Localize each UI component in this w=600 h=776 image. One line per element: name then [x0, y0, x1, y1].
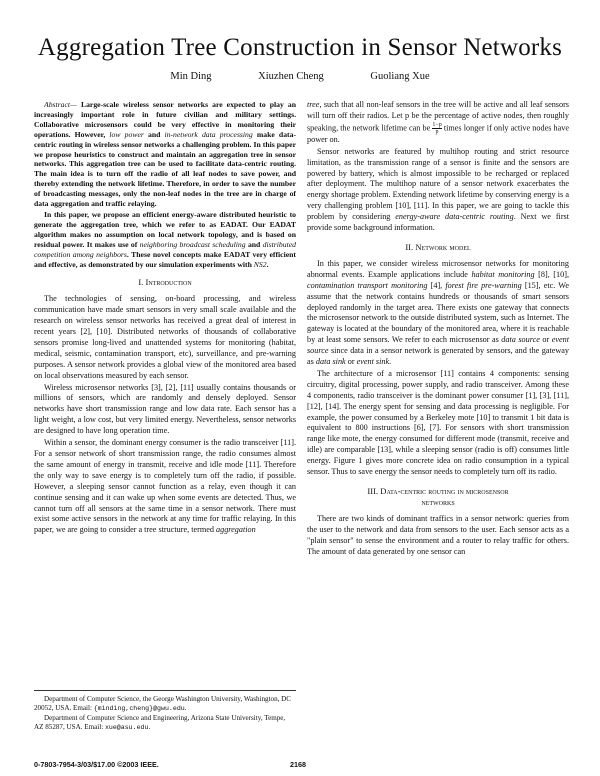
- body-paragraph: Wireless microsensor networks [3], [2], [11] usually contains thousands or millions of sensors, which are randomly and densely deployed. Sensor networks have short transmission range and low data rate. Each sensor has a light weight, a low cost, but very limited energy. Nevertheless, sensor networks are designed to have long operation time.: [34, 382, 296, 436]
- section-heading: I. Introduction: [138, 277, 192, 288]
- body-paragraph: tree, such that all non-leaf sensors in the tree will be active and all leaf sensors will turn off their radios. Let p be the percentage of active nodes, then roughly speaking, the network lifetime can be $\frac{1-p}{p}$ times longer if only active nodes have power on.: [307, 100, 569, 144]
- section-heading: II. Network model: [405, 241, 471, 252]
- footnote: [34, 690, 296, 733]
- paper-title: Aggregation Tree Construction in Sensor Networks: [37, 34, 563, 61]
- author-name: Guoliang Xue: [370, 71, 430, 82]
- body-paragraph: The architecture of a microsensor [11] contains 4 components: sensing circuitry, digital processing, power supply, and radio transceiver. Among these 4 components, radio transceiver is the dominant power consumer [1], [3], [11], [12], [14]. The energy spent for sensing and data processing is negligible. For example, the power consumed by a Berkeley mote [10] to transmit 1 bit data is equivalent to 800 instructions [6], [7]. For sensors with short transmission range like mote, the energy consumed for different mode (transmit, receive and idle) are comparable [13], while a sleeping sensor (radio is off) consumes little energy. Figure 1 gives more concrete idea on radio consumption in a typical sensor. Thus to save energy the sensor needs to completely turn off its radio.: [307, 368, 569, 477]
- fraction-formula: $\frac{1-p}{p}$: [432, 121, 442, 135]
- email-address: xue@asu.edu: [104, 724, 149, 732]
- body-paragraph: The technologies of sensing, on-board processing, and wireless communication have made smart sensors in very small scale available and the research on wireless sensor networks has received a great deal of interest in recent years [2], [10]. Distributed networks of thousands of collaborative sensors promise long-lived and unattended systems for monitoring (habitat, medical, seismic, contamination transport, etc), surveillance, and pre-warning purposes. A sensor network provides a global view of the monitored area based on local observations measured by each sensor.: [34, 294, 296, 380]
- email-address: {minding,cheng}@gwu.edu: [93, 704, 185, 712]
- body-paragraph: Within a sensor, the dominant energy consumer is the radio transceiver [11]. For a sensor network of short transmission range, the radio consumes almost the same amount of energy in transmit, receive and idle mode [11]. Therefore the only way to save energy is to completely turn off the radio, if possible. However, a sleeping sensor cannot function as a relay, even though it can continue sensing and it can wake up when some events are detected. Thus, we cannot turn off all sensors at the same time in a sensor network. There must exist some active sensors in the network at any time for traffic relaying. In this paper, we are going to consider a tree structure, termed aggregation: [34, 438, 296, 535]
- affiliation-note: Department of Computer Science, the George Washington University, Washington, DC 20052, USA. Email: {minding,cheng}@gwu.edu.: [34, 695, 292, 712]
- body-paragraph: Sensor networks are featured by multihop routing and strict resource limitation, as the transmission range of a sensor is finite and the sensors are powered by battery, which is almost impossible to be recharged or replaced after deployment. The multihop nature of a sensor network exacerbates the energy shortage problem. Extending network lifetime by conserving energy is a very challenging problem [10], [11]. In this paper, we are going to tackle this problem by considering energy-aware data-centric routing. Next we first provide some background information.: [307, 146, 570, 233]
- author-name: Xiuzhen Cheng: [258, 71, 324, 82]
- body-paragraph: In this paper, we consider wireless microsensor networks for monitoring abnormal events. Example applications include habitat monitoring [8], [10], contamination transport monitoring [4], forest fire pre-warning [15], etc. We assume that the network contains hundreds or thousands of smart sensors deployed randomly in the target area. There exists one gateway that connects the microsensor network to the outside distributed system, such as Internet. The gateway is located at the boundary of the monitored area, where it is reachable by at least some sensors. We refer to each microsensor as data source or event source since data in a sensor network is generated by sensors, and the gateway as data sink or event sink.: [307, 258, 569, 367]
- body-paragraph: There are two kinds of dominant traffics in a sensor network: queries from the user to the network and data from sensors to the user. Each sensor acts as a "plain sensor" to sense the environment and a router to relay traffic for others. The amount of data generated by one sensor can: [307, 513, 569, 556]
- section-heading: III. Data-centric routing in microsensor networks: [367, 486, 509, 507]
- author-list: [0, 71, 600, 82]
- author-name: Min Ding: [170, 71, 212, 82]
- affiliation-note: Department of Computer Science and Engineering, Arizona State University, Tempe, AZ 85287, USA. Email: xue@asu.edu.: [34, 714, 286, 732]
- left-column: [34, 100, 296, 536]
- abstract-paragraph: Abstract— Large-scale wireless sensor networks are expected to play an increasingly important role in future civilian and military settings. Collaborative microsensors could be very effective in monitoring their operations. However, low power and in-network data processing make data-centric routing in wireless sensor networks a challenging problem. In this paper we propose heuristics to construct and maintain an aggregation tree in sensor networks. This aggregation tree can be used to facilitate data-centric routing. The main idea is to turn off the radio of all leaf nodes to save power, and thereby extending the network lifetime. Therefore, in order to save the number of broadcasting messages, only the non-leaf nodes in the tree are in charge of data aggregation and traffic relaying.: [34, 100, 297, 209]
- right-column: [307, 100, 569, 557]
- abstract-paragraph: In this paper, we propose an efficient energy-aware distributed heuristic to generate the aggregation tree, which we refer to as EADAT. Our EADAT algorithm makes no assumption on local network topology, and is based on residual power. It makes use of neighboring broadcast scheduling and distributed competition among neighbors. These novel concepts make EADAT very efficient and effective, as demonstrated by our simulation experiments with NS2.: [34, 209, 296, 269]
- page-number: 2168: [290, 760, 306, 769]
- copyright-notice: 0-7803-7954-3/03/$17.00 ©2003 IEEE.: [34, 760, 159, 769]
